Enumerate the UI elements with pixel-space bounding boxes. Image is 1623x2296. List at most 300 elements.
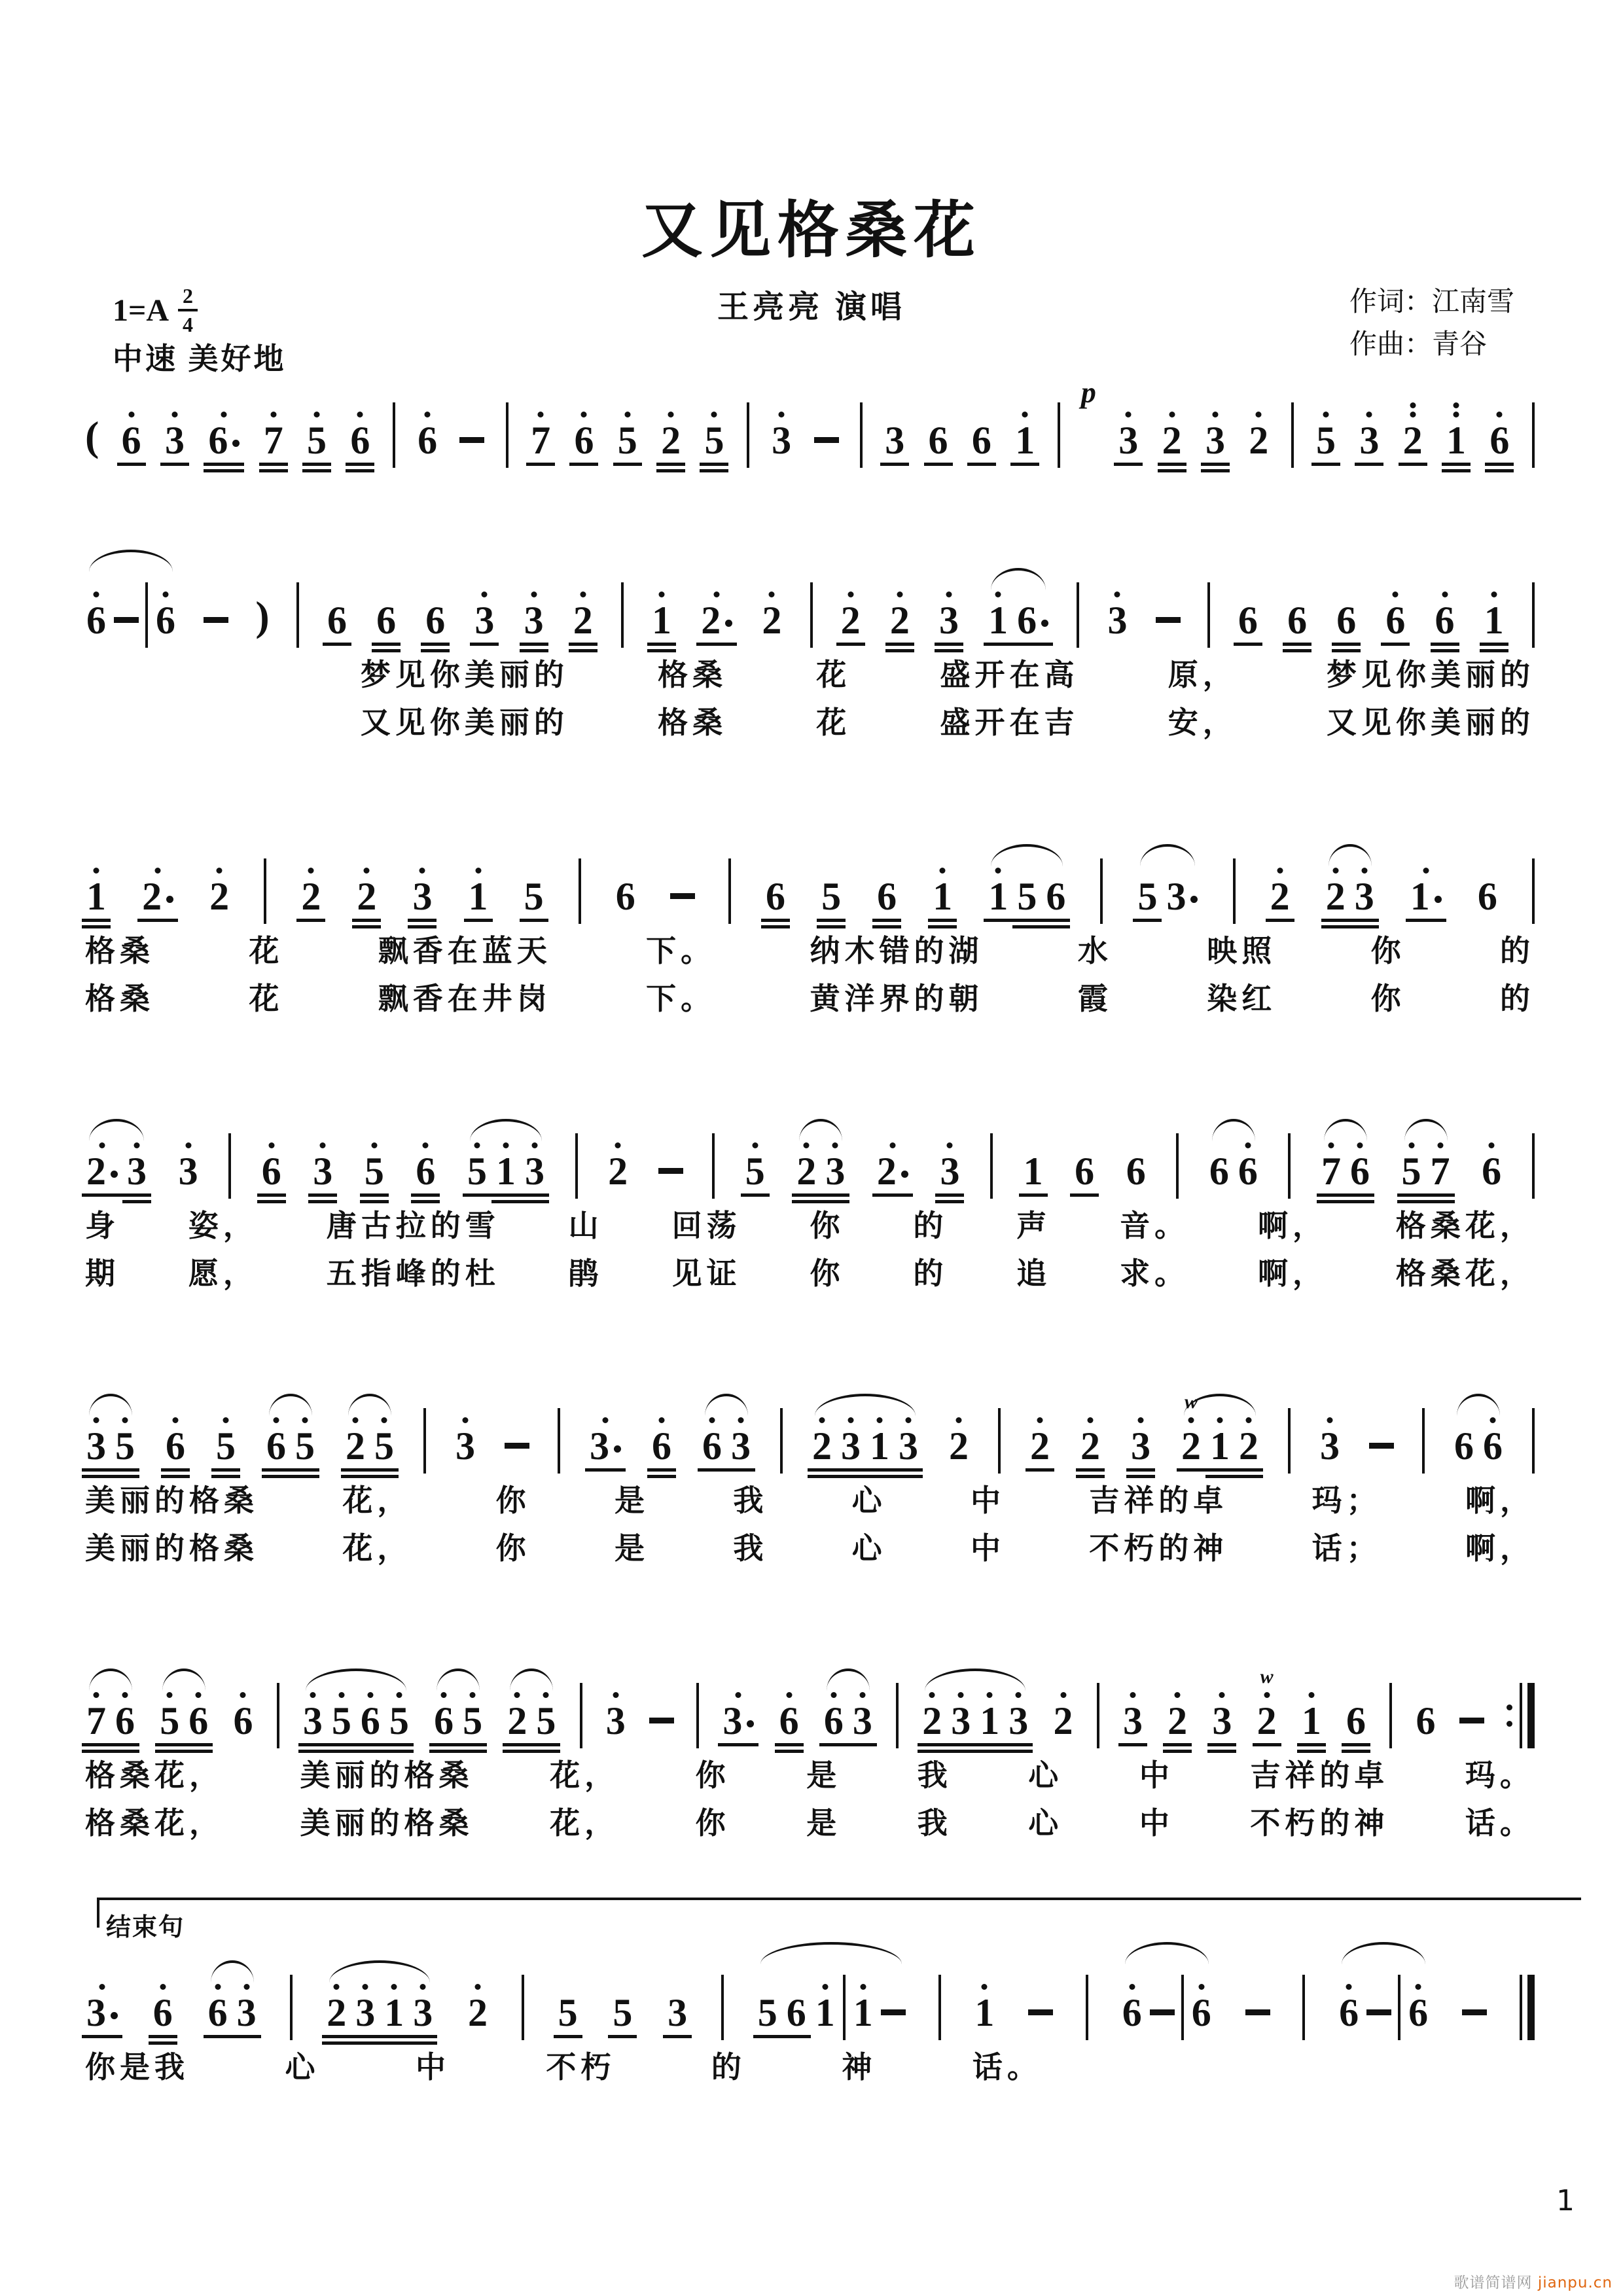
octave-dot bbox=[163, 592, 169, 597]
octave-dot bbox=[1332, 868, 1338, 874]
lyric-syllable: 啊， bbox=[1465, 1531, 1535, 1565]
note-digit: 2 bbox=[1181, 1424, 1201, 1468]
lyric-line-verse-2 bbox=[85, 982, 1535, 1017]
octave-dot bbox=[1323, 412, 1329, 417]
lyric-syllable: 霞 bbox=[1077, 981, 1113, 1016]
repeat-dot bbox=[1507, 1704, 1512, 1710]
note bbox=[120, 421, 143, 460]
lyric-syllable: 美丽的格桑 bbox=[300, 1759, 474, 1792]
note-digit: 5 bbox=[1401, 1150, 1421, 1193]
note bbox=[889, 601, 911, 640]
barline bbox=[1520, 1683, 1522, 1748]
beam-underline bbox=[1126, 1475, 1155, 1478]
beam-underline bbox=[298, 1750, 327, 1753]
note bbox=[411, 877, 433, 916]
note bbox=[85, 1152, 119, 1191]
octave-dot bbox=[470, 1692, 476, 1698]
note-digit: 2 bbox=[876, 1150, 897, 1193]
note-digit: 3 bbox=[852, 1699, 872, 1742]
lyric-syllable: 的 bbox=[1500, 934, 1535, 968]
note-digit: 3 bbox=[1359, 419, 1380, 462]
octave-dot bbox=[475, 868, 481, 874]
note bbox=[607, 1152, 629, 1191]
beam-underline bbox=[656, 463, 685, 466]
note-digit: 3 bbox=[605, 1699, 626, 1742]
lyric-syllable: 格桑 bbox=[658, 658, 728, 692]
note-digit: 6 bbox=[1122, 1991, 1142, 2034]
octave-dot bbox=[1393, 592, 1399, 597]
slur-group bbox=[1400, 1152, 1452, 1191]
octave-dot bbox=[1188, 1417, 1194, 1423]
note bbox=[852, 1993, 874, 2032]
lyric-syllable: 啊， bbox=[1465, 1484, 1535, 1517]
beam-underline bbox=[360, 1193, 389, 1197]
octave-dots bbox=[270, 412, 276, 417]
octave-dot bbox=[897, 592, 902, 597]
beam-underline bbox=[924, 463, 953, 466]
octave-dot bbox=[714, 592, 720, 597]
beam-underline bbox=[984, 919, 1012, 922]
note-digit: 2 bbox=[1239, 1424, 1258, 1468]
octave-dots bbox=[363, 1984, 368, 1990]
note-digit: 5 bbox=[1315, 419, 1336, 462]
octave-dot bbox=[946, 592, 952, 597]
note bbox=[523, 601, 545, 640]
note bbox=[1349, 1152, 1371, 1191]
octave-dots bbox=[1357, 1142, 1363, 1148]
note bbox=[208, 877, 230, 916]
beam-underline bbox=[1201, 469, 1230, 472]
note bbox=[461, 1701, 484, 1740]
beam-underline bbox=[918, 1743, 946, 1746]
lyric-line-verse-1 bbox=[85, 1759, 1535, 1793]
barline bbox=[1532, 1408, 1535, 1474]
octave-dot bbox=[514, 1692, 520, 1698]
octave-dot bbox=[659, 592, 665, 597]
note-digit: 2 bbox=[507, 1699, 527, 1742]
repeat-dot bbox=[1507, 1721, 1512, 1727]
lyric-syllable: 花， bbox=[550, 1759, 620, 1792]
note bbox=[1300, 1701, 1323, 1740]
beam-underline bbox=[696, 643, 737, 646]
augmentation-dot bbox=[725, 620, 732, 627]
augmentation-dot bbox=[166, 896, 173, 903]
lyric-syllable: 是 bbox=[614, 1531, 649, 1565]
note bbox=[302, 1701, 324, 1740]
tempo-marking: 中速 美好地 bbox=[113, 342, 287, 376]
beam-underline bbox=[298, 1743, 327, 1746]
note bbox=[467, 1993, 489, 2032]
lyric-syllable: 你 bbox=[810, 1256, 845, 1290]
dynamic-p: p bbox=[1080, 376, 1096, 409]
note bbox=[700, 601, 734, 640]
note-digit: 3 bbox=[355, 1991, 376, 2034]
beam-underline bbox=[503, 1750, 531, 1753]
beam-underline bbox=[808, 1475, 836, 1478]
note bbox=[1434, 601, 1456, 640]
note bbox=[1052, 1701, 1075, 1740]
octave-dot bbox=[155, 868, 161, 874]
sustain-dash bbox=[1150, 2009, 1175, 2015]
sustain-dash bbox=[881, 2009, 906, 2015]
page-number: 1 bbox=[1556, 2184, 1575, 2217]
note bbox=[760, 601, 783, 640]
note bbox=[1079, 1426, 1101, 1466]
slur-group bbox=[85, 1701, 136, 1740]
note bbox=[207, 1993, 229, 2032]
note-digit: 5 bbox=[389, 1699, 409, 1742]
octave-dots bbox=[1323, 412, 1329, 417]
note-digit: 3 bbox=[722, 1699, 743, 1742]
beam-underline bbox=[946, 1750, 975, 1753]
note bbox=[851, 1701, 874, 1740]
lyric-syllable: 你 bbox=[810, 1209, 845, 1243]
note bbox=[114, 1426, 136, 1466]
octave-dots bbox=[1169, 412, 1175, 417]
note-digit: 6 bbox=[928, 419, 948, 462]
note-digit: 5 bbox=[617, 419, 637, 462]
barline bbox=[1527, 1975, 1535, 2040]
sustain-dash bbox=[1462, 2009, 1487, 2015]
lyric-syllable: 飘香在井岗 bbox=[378, 981, 552, 1016]
octave-dot bbox=[1491, 592, 1497, 597]
note bbox=[207, 421, 241, 460]
note-digit: 6 bbox=[1017, 599, 1037, 642]
beam-underline bbox=[520, 919, 548, 922]
lyric-syllable: 玛； bbox=[1311, 1484, 1382, 1517]
note-digit: 3 bbox=[524, 599, 544, 642]
note bbox=[820, 877, 842, 916]
beam-underline bbox=[385, 1743, 414, 1746]
barline bbox=[1288, 1408, 1291, 1474]
lyric-syllable: 盛开在吉 bbox=[940, 705, 1079, 739]
note bbox=[1044, 877, 1067, 916]
notation-line bbox=[85, 1949, 1535, 2032]
barline bbox=[1176, 1133, 1179, 1199]
lyric-syllable: 不朽的神 bbox=[1250, 1806, 1389, 1840]
lyric-syllable: 身 bbox=[85, 1209, 120, 1243]
octave-dots bbox=[1256, 412, 1262, 417]
ending-phrase-bracket bbox=[97, 1898, 1581, 1900]
octave-dots bbox=[99, 1984, 105, 1990]
beam-underline bbox=[204, 469, 244, 472]
slur-group bbox=[85, 1426, 136, 1466]
octave-dots bbox=[1022, 412, 1028, 417]
octave-dots bbox=[167, 1692, 173, 1698]
note bbox=[1180, 1391, 1202, 1468]
octave-dots bbox=[1393, 592, 1399, 597]
slur-group bbox=[823, 1701, 874, 1740]
note-digit: 6 bbox=[1126, 1150, 1146, 1193]
note bbox=[1125, 1152, 1147, 1191]
time-signature-bar bbox=[178, 309, 198, 311]
octave-dot bbox=[99, 1142, 105, 1148]
octave-dots bbox=[1366, 412, 1372, 417]
octave-dot bbox=[615, 1142, 621, 1148]
slur-group bbox=[1136, 877, 1199, 916]
sustain-dash bbox=[1245, 2009, 1270, 2015]
beam-underline bbox=[82, 1743, 111, 1746]
lyric-syllable: 格桑 bbox=[658, 705, 728, 739]
note-digit: 2 bbox=[209, 875, 230, 918]
lyric-syllable: 话。 bbox=[1465, 1806, 1535, 1840]
beam-underline bbox=[1158, 463, 1186, 466]
beam-underline bbox=[1041, 925, 1070, 928]
beam-underline bbox=[569, 463, 598, 466]
beam-underline bbox=[491, 1193, 520, 1197]
note-digit: 5 bbox=[745, 1150, 765, 1193]
beam-underline bbox=[352, 925, 381, 928]
note-digit: 2 bbox=[1249, 419, 1269, 462]
beam-underline bbox=[946, 1743, 975, 1746]
note-digit: 6 bbox=[1489, 419, 1510, 462]
note bbox=[85, 1701, 107, 1740]
slur-group bbox=[302, 1701, 410, 1740]
note-digit: 3 bbox=[455, 1424, 475, 1468]
slur-group bbox=[506, 1701, 557, 1740]
octave-dots bbox=[1308, 1692, 1314, 1698]
octave-dot bbox=[1022, 412, 1028, 417]
beam-underline bbox=[761, 925, 790, 928]
beam-underline bbox=[792, 1200, 821, 1203]
octave-dot bbox=[531, 592, 537, 597]
barline bbox=[1058, 402, 1060, 468]
note-digit: 6 bbox=[86, 599, 106, 642]
beam-underline bbox=[928, 919, 957, 922]
octave-dots bbox=[514, 1692, 520, 1698]
lyric-syllable: 啊， bbox=[1258, 1209, 1328, 1243]
note bbox=[1117, 421, 1139, 460]
sustain-dash bbox=[658, 1168, 683, 1174]
note bbox=[1320, 1152, 1342, 1191]
note-digit: 6 bbox=[1483, 1424, 1503, 1468]
note bbox=[1237, 601, 1259, 640]
note bbox=[388, 1701, 410, 1740]
note-digit: 3 bbox=[899, 1424, 918, 1468]
barline bbox=[264, 858, 266, 924]
note bbox=[876, 1152, 910, 1191]
octave-dots bbox=[940, 868, 946, 874]
octave-dots bbox=[1454, 402, 1459, 417]
note bbox=[785, 1993, 808, 2032]
barline bbox=[1181, 1975, 1184, 2040]
note-digit: 6 bbox=[376, 599, 397, 642]
beam-underline bbox=[1297, 1743, 1326, 1746]
beam-underline bbox=[1311, 463, 1340, 466]
slur-group bbox=[1453, 1426, 1504, 1466]
beam-underline bbox=[262, 1475, 291, 1478]
octave-dots bbox=[196, 1692, 202, 1698]
octave-dots bbox=[163, 592, 169, 597]
beam-underline bbox=[1317, 1200, 1346, 1203]
lyric-line-verse-1 bbox=[85, 934, 1535, 969]
notation-line bbox=[85, 1657, 1535, 1740]
octave-dots bbox=[419, 868, 425, 874]
note-digit: 3 bbox=[951, 1699, 971, 1742]
note-digit: 6 bbox=[188, 1699, 209, 1742]
note-digit: 6 bbox=[327, 599, 347, 642]
lyric-syllable: 中 bbox=[970, 1531, 1005, 1565]
octave-dot bbox=[877, 1417, 883, 1423]
octave-dot bbox=[1138, 1417, 1144, 1423]
note bbox=[1325, 877, 1347, 916]
lyric-syllable: 中 bbox=[415, 2051, 450, 2084]
note-digit: 5 bbox=[331, 1699, 351, 1742]
note bbox=[363, 1152, 385, 1191]
beam-underline bbox=[1431, 649, 1459, 652]
note-digit: 5 bbox=[1137, 875, 1158, 918]
octave-dots bbox=[391, 1984, 397, 1990]
octave-dot bbox=[580, 592, 586, 597]
octave-dots bbox=[1129, 1984, 1135, 1990]
beam-underline bbox=[351, 2041, 380, 2045]
lyric-syllable: 是 bbox=[806, 1806, 842, 1840]
slur-group bbox=[987, 877, 1067, 916]
octave-dots bbox=[709, 1417, 715, 1423]
octave-dots bbox=[364, 868, 370, 874]
octave-dot bbox=[906, 1417, 912, 1423]
notation-line bbox=[85, 832, 1535, 916]
slur-group bbox=[987, 601, 1050, 640]
note bbox=[187, 1701, 209, 1740]
intro-parenthesis: ( bbox=[85, 413, 99, 459]
lyric-syllable: 格桑花， bbox=[1395, 1209, 1535, 1243]
beam-underline bbox=[122, 1193, 151, 1197]
beam-underline bbox=[1207, 1743, 1236, 1746]
beam-underline bbox=[1205, 1468, 1234, 1472]
beam-underline bbox=[808, 1468, 836, 1472]
octave-dots bbox=[320, 1142, 326, 1148]
octave-dot bbox=[367, 1692, 373, 1698]
beam-underline bbox=[1485, 463, 1514, 466]
note-digit: 3 bbox=[1107, 599, 1128, 642]
note bbox=[414, 1152, 437, 1191]
octave-dots bbox=[160, 1984, 166, 1990]
note-digit: 2 bbox=[1402, 419, 1423, 462]
note-digit: 6 bbox=[1191, 1991, 1211, 2034]
beam-underline bbox=[408, 925, 437, 928]
notation-line bbox=[85, 1107, 1535, 1191]
octave-dots bbox=[1037, 1417, 1043, 1423]
beam-underline bbox=[1480, 649, 1508, 652]
note bbox=[375, 601, 397, 640]
beam-underline bbox=[726, 1468, 755, 1472]
beam-underline bbox=[1012, 925, 1041, 928]
octave-dot bbox=[122, 1417, 128, 1423]
note-digit: 5 bbox=[558, 1991, 578, 2034]
lyric-syllable: 中 bbox=[970, 1484, 1005, 1517]
octave-dot bbox=[859, 1692, 865, 1698]
beam-underline bbox=[291, 1475, 319, 1478]
octave-dot bbox=[822, 1984, 828, 1990]
note-digit: 5 bbox=[364, 1150, 384, 1193]
note-digit: 1 bbox=[1484, 599, 1504, 642]
note bbox=[495, 1152, 517, 1191]
time-signature-denominator: 4 bbox=[183, 313, 194, 336]
octave-dot bbox=[122, 1692, 128, 1698]
octave-dot bbox=[382, 1417, 387, 1423]
octave-dots bbox=[1497, 412, 1503, 417]
note bbox=[416, 421, 438, 460]
beam-underline bbox=[184, 1743, 213, 1746]
octave-dots bbox=[929, 1692, 935, 1698]
note-digit: 2 bbox=[840, 599, 861, 642]
note bbox=[1007, 1701, 1029, 1740]
beam-underline bbox=[341, 1468, 370, 1472]
octave-dot bbox=[423, 1142, 429, 1148]
octave-dot bbox=[804, 1142, 810, 1148]
octave-dot bbox=[172, 412, 178, 417]
octave-dot bbox=[1308, 1692, 1314, 1698]
lyric-syllable: 中 bbox=[1139, 1759, 1174, 1792]
note-digit: 3 bbox=[940, 1150, 960, 1193]
lyric-syllable: 你 bbox=[1370, 981, 1406, 1016]
beam-underline bbox=[380, 2035, 408, 2038]
lyric-syllable: 声 bbox=[1016, 1209, 1052, 1243]
lyric-syllable: 花 bbox=[816, 705, 851, 739]
beam-underline bbox=[647, 1475, 676, 1478]
note-digit: 7 bbox=[1321, 1150, 1341, 1193]
note-digit: 6 bbox=[152, 1991, 173, 2034]
octave-dot bbox=[268, 1142, 274, 1148]
octave-dots bbox=[1423, 868, 1429, 874]
note-digit: 7 bbox=[263, 419, 283, 462]
octave-dot bbox=[711, 412, 717, 417]
note-digit: 3 bbox=[165, 419, 185, 462]
octave-dot bbox=[391, 1984, 397, 1990]
beam-underline bbox=[663, 2035, 692, 2038]
octave-dot bbox=[889, 1142, 895, 1148]
beam-underline bbox=[1118, 1743, 1147, 1746]
beam-underline bbox=[370, 1468, 399, 1472]
note-digit: 6 bbox=[156, 599, 175, 642]
note-digit: 5 bbox=[536, 1699, 556, 1742]
note-digit: 6 bbox=[786, 1991, 806, 2034]
note-digit: 3 bbox=[524, 1150, 544, 1193]
lyric-syllable: 水 bbox=[1077, 934, 1113, 968]
note-digit: 6 bbox=[360, 1699, 380, 1742]
lyric-syllable: 美丽的格桑 bbox=[85, 1484, 259, 1517]
octave-dots bbox=[1219, 1692, 1225, 1698]
note bbox=[466, 1152, 488, 1191]
note bbox=[987, 601, 1009, 640]
lyric-syllable: 我 bbox=[917, 1806, 952, 1840]
barline bbox=[843, 1975, 846, 2040]
octave-dots bbox=[122, 1417, 128, 1423]
octave-dots bbox=[1332, 868, 1338, 874]
key-label: 1=A bbox=[113, 292, 169, 328]
lyric-syllable: 下。 bbox=[646, 934, 716, 968]
octave-dot bbox=[956, 1417, 962, 1423]
octave-dot bbox=[503, 1142, 508, 1148]
octave-dot bbox=[769, 592, 775, 597]
note bbox=[1022, 1152, 1044, 1191]
octave-dots bbox=[217, 868, 223, 874]
barline bbox=[423, 1408, 426, 1474]
beam-underline bbox=[520, 1200, 549, 1203]
barline bbox=[998, 1408, 1001, 1474]
octave-dots bbox=[172, 412, 178, 417]
note bbox=[265, 1426, 287, 1466]
beam-underline bbox=[836, 1475, 865, 1478]
octave-dot bbox=[1489, 1142, 1495, 1148]
octave-dot bbox=[314, 412, 320, 417]
note bbox=[615, 877, 637, 916]
lyric-syllable: 你 bbox=[695, 1806, 730, 1840]
note-digit: 3 bbox=[1166, 875, 1186, 918]
augmentation-dot bbox=[1041, 620, 1048, 627]
octave-dots bbox=[752, 1142, 758, 1148]
